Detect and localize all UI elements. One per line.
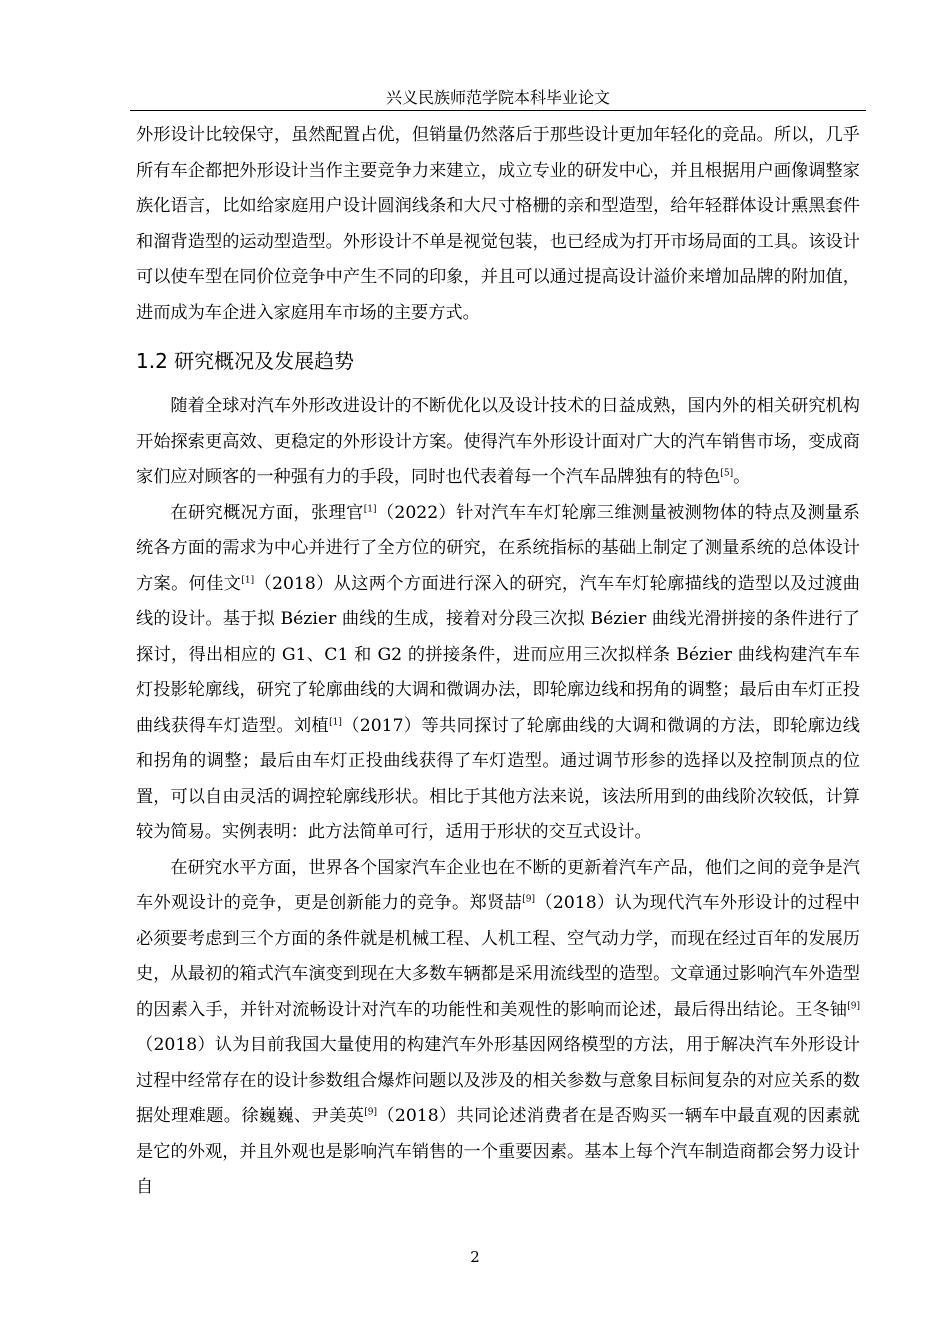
- paragraph-4-s1: 在研究水平方面，世界各个国家汽车企业也在不断的更新着汽车产品，他们之间的竞争是汽车外观设计的竞争，更是创新能力的竞争。郑贤喆: [136, 857, 860, 913]
- citation-ref: [9]: [364, 1107, 377, 1118]
- paragraph-4: [136, 851, 860, 1206]
- citation-ref: [5]: [720, 468, 734, 479]
- paragraph-4-s4: （2018）共同论述消费者在是否购买一辆车中最直观的因素就是它的外观，并且外观也是影响汽车销售的一个重要因素。基本上每个汽车制造商都会努力设计自: [136, 1106, 860, 1197]
- paragraph-4-s3: （2018）认为目前我国大量使用的构建汽车外形基因网络模型的方法，用于解决汽车外形设计过程中经常存在的设计参数组合爆炸问题以及涉及的相关参数与意象目标间复杂的对应关系的数据处理难题。徐巍巍、尹美英: [136, 1035, 860, 1126]
- page-header: 兴义民族师范学院本科毕业论文: [385, 88, 610, 107]
- citation-ref: [1]: [329, 716, 342, 727]
- paragraph-2-text: 随着全球对汽车外形改进设计的不断优化以及设计技术的日益成熟，国内外的相关研究机构开始探索更高效、更稳定的外形设计方案。使得汽车外形设计面对广大的汽车销售市场，变成商家们应对顾客的一种强有力的手段，同时也代表着每一个汽车品牌独有的特色: [136, 396, 860, 487]
- citation-ref: [9]: [522, 894, 535, 905]
- paragraph-3-s2: （2022）针对汽车车灯轮廓三维测量被测物体的特点及测量系统各方面的需求为中心并进行了全方位的研究，在系统指标的基础上制定了测量系统的总体设计方案。何佳文: [136, 502, 860, 594]
- paragraph-2: [136, 389, 860, 496]
- citation-ref: [1]: [241, 574, 255, 585]
- paragraph-4-s2: （2018）认为现代汽车外形设计的过程中必须要考虑到三个方面的条件就是机械工程、人机工程、空气动力学，而现在经过百年的发展历史，从最初的箱式汽车演变到现在大多数车辆都是采用流线型的造型。文章通过影响汽车外造型的因素入手，并针对流畅设计对汽车的功能性和美观性的影响而论述，最后得出结论。王冬铀: [136, 893, 860, 1020]
- paragraph-1: 外形设计比较保守，虽然配置占优，但销量仍然落后于那些设计更加年轻化的竞品。所以，几乎所有车企都把外形设计当作主要竞争力来建立，成立专业的研发中心，并且根据用户画像调整家族化语言，比如给家庭用户设计圆润线条和大尺寸格栅的亲和型造型，给年轻群体设计熏黑套件和溜背造型的运动型造型。外形设计不单是视觉包装，也已经成为打开市场局面的工具。该设计可以使车型在同价位竞争中产生不同的印象，并且可以通过提高设计溢价来增加品牌的附加值，进而成为车企进入家庭用车市场的主要方式。: [136, 125, 860, 323]
- paragraph-3-s4: （2017）等共同探讨了轮廓曲线的大调和微调的方法，即轮廓边线和拐角的调整；最后由车灯正投曲线获得了车灯造型。通过调节形参的选择以及控制顶点的位置，可以自由灵活的调控轮廓线形状。相比于其他方法来说，该法所用到的曲线阶次较低，计算较为简易。实例表明：此方法简单可行，适用于形状的交互式设计。: [136, 715, 860, 842]
- paragraph-2-end: 。: [733, 467, 751, 487]
- header-rule: [130, 110, 866, 111]
- section-heading: 1.2 研究概况及发展趋势: [136, 349, 355, 373]
- page-number: 2: [470, 1248, 480, 1266]
- paragraph-3-s1: 在研究概况方面，张理官: [170, 502, 364, 523]
- paragraph-3-s3: （2018）从这两个方面进行深入的研究，汽车车灯轮廓描线的造型以及过渡曲线的设计。基于拟 Bézier 曲线的生成，接着对分段三次拟 Bézier 曲线光滑拼接的条件进行了探讨，得出相应的 G1、C1 和 G2 的拼接条件，进而应用三次拟样条 Bézier 曲线构建汽车车灯投影轮廓线，研究了轮廓曲线的大调和微调办法，即轮廓边线和拐角的调整；最后由车灯正投曲线获得车灯造型。刘植: [136, 573, 860, 736]
- citation-ref: [9]: [847, 1000, 860, 1011]
- citation-ref: [1]: [363, 503, 377, 514]
- body-text: [136, 118, 860, 1206]
- paragraph-3: [136, 496, 860, 851]
